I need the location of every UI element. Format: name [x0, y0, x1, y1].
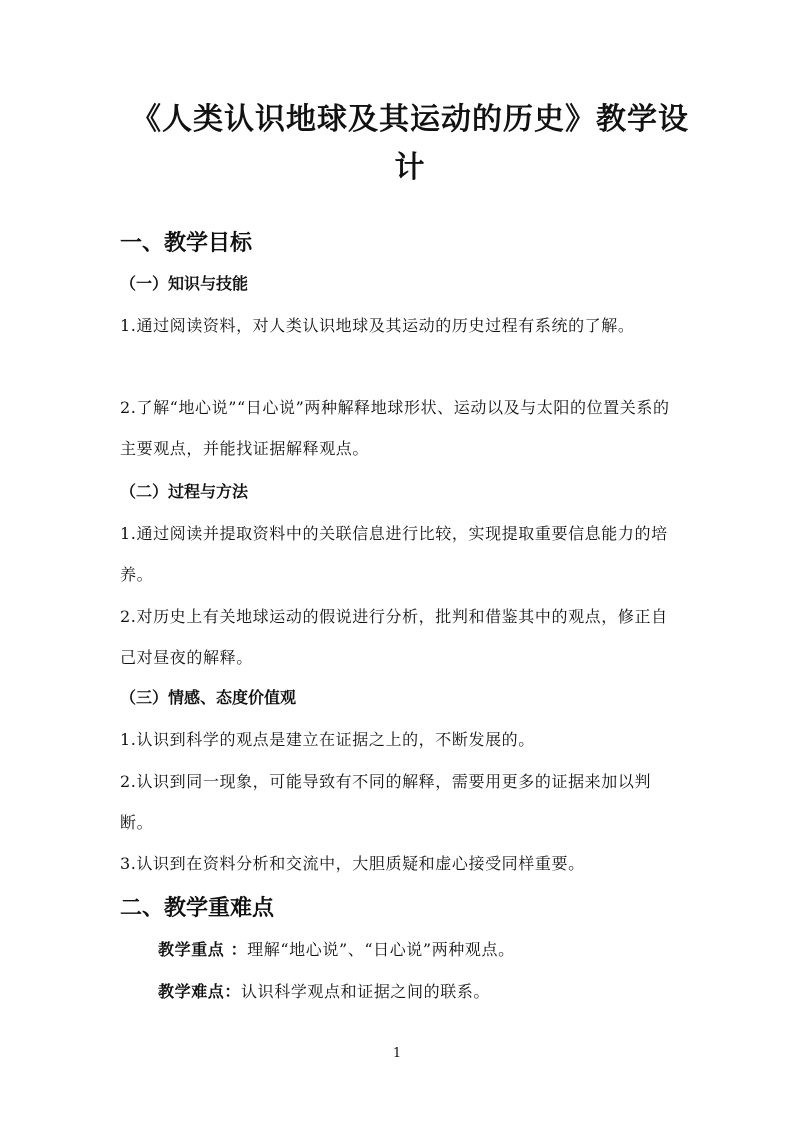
- paragraph-process-2: 2.对历史上有关地球运动的假说进行分析，批判和借鉴其中的观点，修正自己对昼夜的解释。: [120, 607, 668, 667]
- subsection-heading-attitudes-values: （三）情感、态度价值观: [120, 688, 297, 707]
- key-point-label: 教学重点 ：: [158, 940, 248, 959]
- difficult-point-label: 教学难点：: [158, 982, 242, 1001]
- paragraph-attitude-3: 3.认识到在资料分析和交流中，大胆质疑和虚心接受同样重要。: [120, 854, 585, 873]
- document-title: 《人类认识地球及其运动的历史》教学设计: [131, 102, 689, 185]
- key-point-text: 理解“地心说”、“日心说”两种观点。: [247, 940, 515, 959]
- section-heading-key-difficult-points: 二、教学重难点: [120, 895, 275, 921]
- difficult-point-line: [158, 980, 698, 1004]
- paragraph-attitude-2: 2.认识到同一现象，可能导致有不同的解释，需要用更多的证据来加以判断。: [120, 772, 652, 832]
- subsection-heading-knowledge-skills: （一）知识与技能: [120, 274, 249, 293]
- paragraph-process-1: 1.通过阅读并提取资料中的关联信息进行比较，实现提取重要信息能力的培养。: [120, 524, 668, 584]
- subsection-heading-process-methods: （二）过程与方法: [120, 482, 249, 501]
- difficult-point-text: 认识科学观点和证据之间的联系。: [241, 982, 491, 1001]
- paragraph-knowledge-2: 2.了解“地心说”“日心说”两种解释地球形状、运动以及与太阳的位置关系的主要观点，并能找证据解释观点。: [120, 398, 670, 458]
- page-number: 1: [392, 1046, 402, 1061]
- paragraph-knowledge-1: 1.通过阅读资料，对人类认识地球及其运动的历史过程有系统的了解。: [120, 316, 635, 335]
- section-heading-objectives: 一、教学目标: [120, 230, 253, 256]
- paragraph-attitude-1: 1.认识到科学的观点是建立在证据之上的，不断发展的。: [120, 730, 535, 749]
- key-point-line: [158, 938, 698, 962]
